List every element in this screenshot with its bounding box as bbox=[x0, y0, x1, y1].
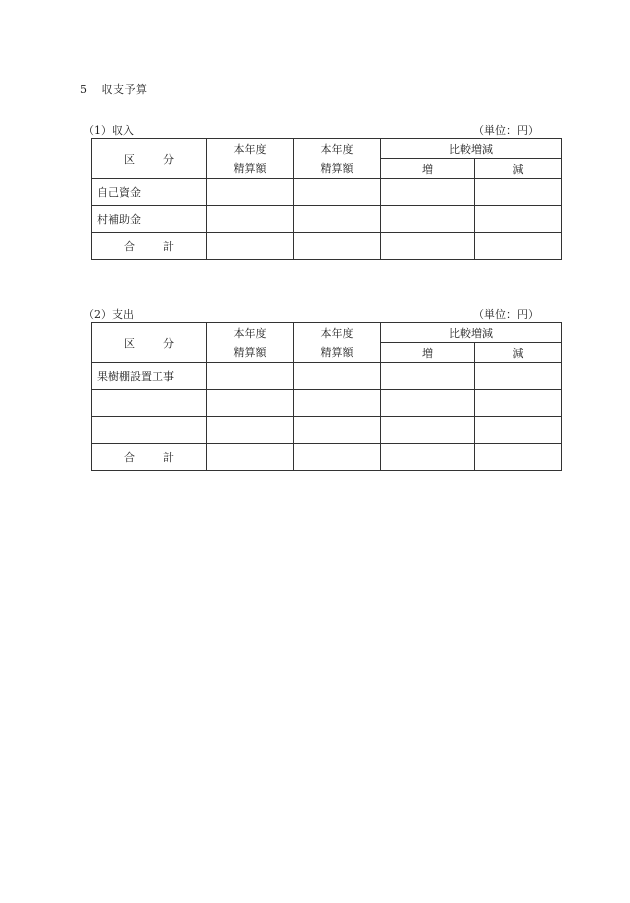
total-char-b: 計 bbox=[163, 451, 174, 464]
table-cell bbox=[294, 179, 381, 206]
income-increase-header: 増 bbox=[381, 159, 475, 179]
income-current-header bbox=[207, 139, 294, 179]
table-cell bbox=[475, 417, 562, 444]
category-char-b: 分 bbox=[163, 336, 174, 350]
table-cell bbox=[381, 206, 475, 233]
income-caption-row bbox=[83, 122, 539, 136]
table-cell bbox=[475, 363, 562, 390]
table-cell bbox=[207, 390, 294, 417]
table-cell bbox=[381, 363, 475, 390]
header-line: 本年度 bbox=[320, 142, 354, 156]
total-char-a: 合 bbox=[124, 451, 135, 464]
table-cell bbox=[294, 417, 381, 444]
row-label bbox=[92, 417, 207, 444]
expense-increase-header: 増 bbox=[381, 343, 475, 363]
row-label: 果樹棚設置工事 bbox=[92, 363, 207, 390]
expense-header-row bbox=[92, 323, 562, 343]
expense-caption-row bbox=[83, 306, 539, 320]
table-row bbox=[92, 206, 562, 233]
table-cell bbox=[294, 390, 381, 417]
table-row bbox=[92, 363, 562, 390]
row-label bbox=[92, 390, 207, 417]
section-heading bbox=[80, 81, 148, 97]
header-line: 本年度 bbox=[233, 142, 267, 156]
table-cell bbox=[475, 444, 562, 471]
table-cell bbox=[207, 233, 294, 260]
header-line: 本年度 bbox=[320, 326, 354, 340]
table-cell bbox=[207, 206, 294, 233]
table-cell bbox=[294, 206, 381, 233]
table-cell bbox=[294, 233, 381, 260]
table-cell bbox=[207, 363, 294, 390]
income-decrease-header: 減 bbox=[475, 159, 562, 179]
row-label: 村補助金 bbox=[92, 206, 207, 233]
header-line: 精算額 bbox=[320, 345, 354, 359]
income-table bbox=[91, 138, 562, 260]
total-row bbox=[92, 233, 562, 260]
income-category-header bbox=[92, 139, 207, 179]
total-char-a: 合 bbox=[124, 240, 135, 253]
table-cell bbox=[381, 390, 475, 417]
section-number: 5 bbox=[80, 83, 88, 96]
table-cell bbox=[207, 417, 294, 444]
table-row bbox=[92, 179, 562, 206]
table-cell bbox=[381, 444, 475, 471]
income-unit: （単位：円） bbox=[473, 124, 539, 137]
total-row bbox=[92, 444, 562, 471]
category-char-a: 区 bbox=[124, 336, 135, 350]
header-line: 精算額 bbox=[233, 161, 267, 175]
table-cell bbox=[207, 179, 294, 206]
income-prev-header bbox=[294, 139, 381, 179]
table-cell bbox=[381, 417, 475, 444]
total-char-b: 計 bbox=[163, 240, 174, 253]
category-char-a: 区 bbox=[124, 152, 135, 166]
expense-decrease-header: 減 bbox=[475, 343, 562, 363]
total-label bbox=[92, 444, 207, 471]
table-cell bbox=[294, 363, 381, 390]
category-char-b: 分 bbox=[163, 152, 174, 166]
header-line: 精算額 bbox=[320, 161, 354, 175]
expense-category-header bbox=[92, 323, 207, 363]
table-cell bbox=[294, 444, 381, 471]
section-title: 収支予算 bbox=[101, 83, 148, 96]
table-cell bbox=[381, 233, 475, 260]
header-line: 精算額 bbox=[233, 345, 267, 359]
table-row bbox=[92, 390, 562, 417]
expense-table bbox=[91, 322, 562, 471]
expense-prev-header bbox=[294, 323, 381, 363]
header-line: 本年度 bbox=[233, 326, 267, 340]
table-cell bbox=[381, 179, 475, 206]
expense-unit: （単位：円） bbox=[473, 308, 539, 321]
income-caption: （1）収入 bbox=[83, 124, 134, 137]
table-cell bbox=[207, 444, 294, 471]
table-cell bbox=[475, 206, 562, 233]
expense-caption: （2）支出 bbox=[83, 308, 134, 321]
table-cell bbox=[475, 179, 562, 206]
table-cell bbox=[475, 390, 562, 417]
expense-current-header bbox=[207, 323, 294, 363]
income-header-row bbox=[92, 139, 562, 159]
income-comparison-header: 比較増減 bbox=[381, 139, 562, 159]
total-label bbox=[92, 233, 207, 260]
row-label: 自己資金 bbox=[92, 179, 207, 206]
table-cell bbox=[475, 233, 562, 260]
table-row bbox=[92, 417, 562, 444]
expense-comparison-header: 比較増減 bbox=[381, 323, 562, 343]
